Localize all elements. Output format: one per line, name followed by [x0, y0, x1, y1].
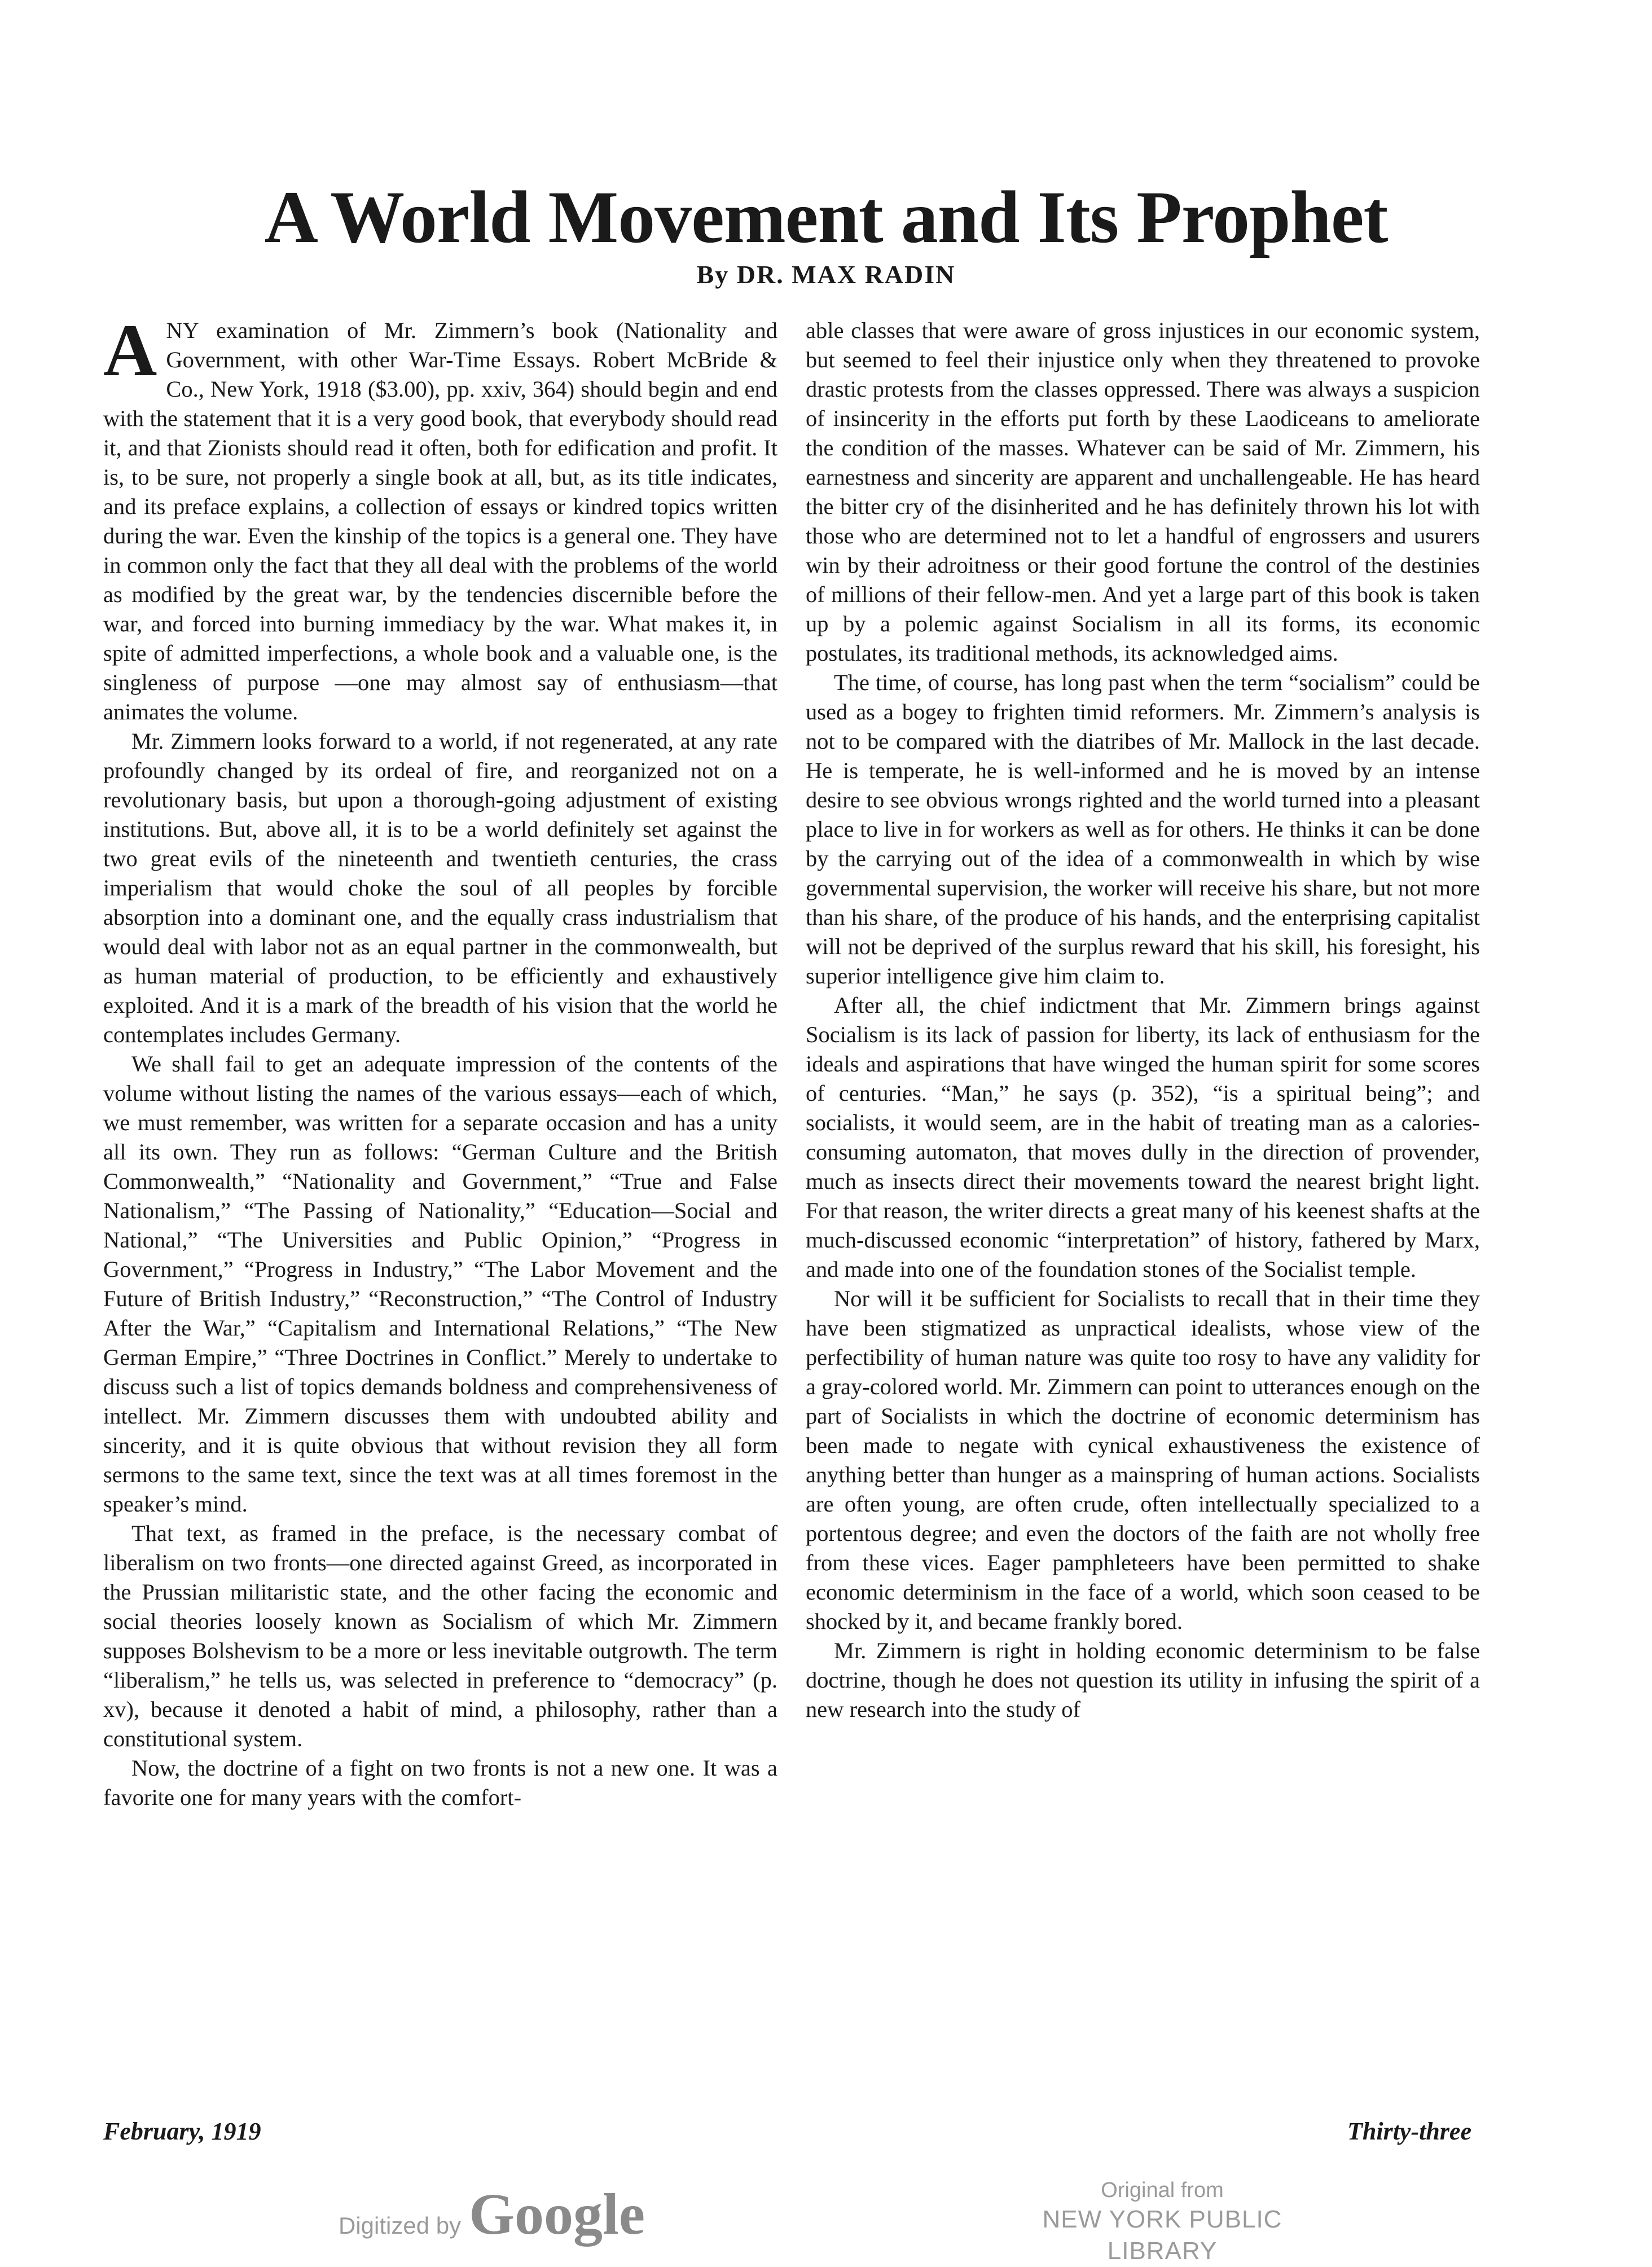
original-from-label: Original from: [1101, 2178, 1224, 2202]
digitized-by-label: Digitized by: [339, 2212, 462, 2239]
paragraph: Mr. Zimmern is right in holding economic determinism to be false doctrine, though he does not question its utility in infusing the spirit of a new research into the study of: [806, 1638, 1480, 1722]
left-column: [103, 309, 777, 1812]
digitized-watermark: [339, 2181, 645, 2248]
library-name: NEW YORK PUBLIC LIBRARY: [1042, 2206, 1282, 2265]
article-byline: By DR. MAX RADIN: [696, 260, 956, 289]
paragraph-text: NY examination of Mr. Zimmern’s book (Nationality and Government, with other War-Time Essays. Robert McBride & Co., New York, 1918 ($3.00), pp. xxiv, 364) should begin and end with the statement that it is a very good book, that everybody should read it, and that Zionists should read it often, both for edification and profit. It is, to be sure, not properly a single book at all, but, as its title indicates, and its preface explains, a collection of essays or kindred topics written during the war. Even the kinship of the topics is a general one. They have in common only the fact that they all deal with the problems of the world as modified by the great war, by the tendencies discernible before the war, and forced into burning immediacy by the war. What makes it, in spite of admitted imperfections, a whole book and a valuable one, is the singleness of purpose —one may almost say of enthusiasm—that animates the volume.: [103, 318, 777, 724]
paragraph: We shall fail to get an adequate impression of the contents of the volume without listing the names of the various essays—each of which, we must remember, was written for a separate occasion and has a unity all its own. They run as follows: “German Culture and the British Commonwealth,” “Nationality and Government,” “True and False Nationalism,” “The Passing of Nationality,” “Education—Social and National,” “The Universities and Public Opinion,” “Progress in Government,” “Progress in Industry,” “The Labor Movement and the Future of British Industry,” “Reconstruction,” “The Control of Industry After the War,” “Capitalism and International Relations,” “The New German Empire,” “Three Doctrines in Conflict.” Merely to undertake to discuss such a list of topics demands boldness and comprehensiveness of intellect. Mr. Zimmern discusses them with undoubted ability and sincerity, and it is quite obvious that without revision they all form sermons to the same text, since the text was at all times foremost in the speaker’s mind.: [103, 1051, 777, 1517]
right-column: [806, 316, 1480, 1724]
paragraph: able classes that were aware of gross injustices in our economic system, but seemed to feel their injustice only when they threatened to provoke drastic protests from the classes oppressed. There was always a suspicion of insincerity in the efforts put forth by these Laodiceans to ameliorate the condition of the masses. Whatever can be said of Mr. Zimmern, his earnestness and sincerity are apparent and unchallengeable. He has heard the bitter cry of the disinherited and he has definitely thrown his lot with those who are determined not to let a handful of engrossers and usurers win by their adroitness or their good fortune the control of the destinies of millions of their fellow-men. And yet a large part of this book is taken up by a polemic against Socialism in all its forms, its economic postulates, its traditional methods, its acknowledged aims.: [806, 318, 1480, 666]
paragraph: Mr. Zimmern looks forward to a world, if not regenerated, at any rate profoundly changed by its ordeal of fire, and reorganized not on a revolutionary basis, but upon a thorough-going adjustment of existing institutions. But, above all, it is to be a world definitely set against the two great evils of the nineteenth and twentieth centuries, the crass imperialism that would choke the soul of all peoples by forcible absorption into a dominant one, and the equally crass industrialism that would deal with labor not as an equal partner in the commonwealth, but as human material of production, to be efficiently and exhaustively exploited. And it is a mark of the breadth of his vision that the world he contemplates includes Germany.: [103, 728, 777, 1047]
paragraph: Nor will it be sufficient for Socialists to recall that in their time they have been stigmatized as unpractical idealists, whose view of the perfectibility of human nature was quite too rosy to have any validity for a gray-colored world. Mr. Zimmern can point to utterances enough on the part of Socialists in which the doctrine of economic determinism has been made to negate with cynical exhaustiveness the existence of anything better than hunger as a mainspring of human actions. Socialists are often young, are often crude, often intellectually specialized to a portentous degree; and even the doctors of the faith are not wholly free from these vices. Eager pamphleteers have been permitted to shake economic determinism in the face of a world, which soon ceased to be shocked by it, and became frankly bored.: [806, 1286, 1480, 1634]
article-title: A World Movement and Its Prophet: [264, 175, 1388, 258]
paragraph: Now, the doctrine of a fight on two fronts is not a new one. It was a favorite one for many years with the comfort-: [103, 1755, 777, 1810]
paragraph: After all, the chief indictment that Mr. Zimmern brings against Socialism is its lack of passion for liberty, its lack of enthusiasm for the ideals and aspirations that have winged the human spirit for some scores of centuries. “Man,” he says (p. 352), “is a spiritual being”; and socialists, it would seem, are in the habit of treating man as a calories-consuming automaton, that moves dully in the direction of provender, much as insects direct their movements toward the nearest bright light. For that reason, the writer directs a great many of his keenest shafts at the much-discussed economic “interpretation” of history, fathered by Marx, and made into one of the foundation stones of the Socialist temple.: [806, 992, 1480, 1282]
paragraph: That text, as framed in the preface, is the necessary combat of liberalism on two fronts—one directed against Greed, as incorporated in the Prussian militaristic state, and the other facing the economic and social theories loosely known as Socialism of which Mr. Zimmern supposes Bolshevism to be a more or less inevitable outgrowth. The term “liberalism,” he tells us, was selected in preference to “democracy” (p. xv), because it denoted a habit of mind, a philosophy, rather than a constitutional system.: [103, 1521, 777, 1751]
paragraph: The time, of course, has long past when the term “socialism” could be used as a bogey to frighten timid reformers. Mr. Zimmern’s analysis is not to be compared with the diatribes of Mr. Mallock in the last decade. He is temperate, he is well-informed and he is moved by an intense desire to see obvious wrongs righted and the world turned into a pleasant place to live in for workers as well as for others. He thinks it can be done by the carrying out of the idea of a commonwealth in which by wise governmental supervision, the worker will receive his share, but not more than his share, of the produce of his hands, and the enterprising capitalist will not be deprived of the surplus reward that his skill, his foresight, his superior intelligence give him claim to.: [806, 670, 1480, 988]
footer-page-number: Thirty-three: [1347, 2117, 1471, 2145]
library-watermark: [993, 2177, 1332, 2267]
footer-date: February, 1919: [103, 2117, 261, 2145]
google-logo: Google: [469, 2182, 645, 2247]
drop-cap: A: [103, 309, 157, 392]
paragraph: [103, 309, 777, 727]
